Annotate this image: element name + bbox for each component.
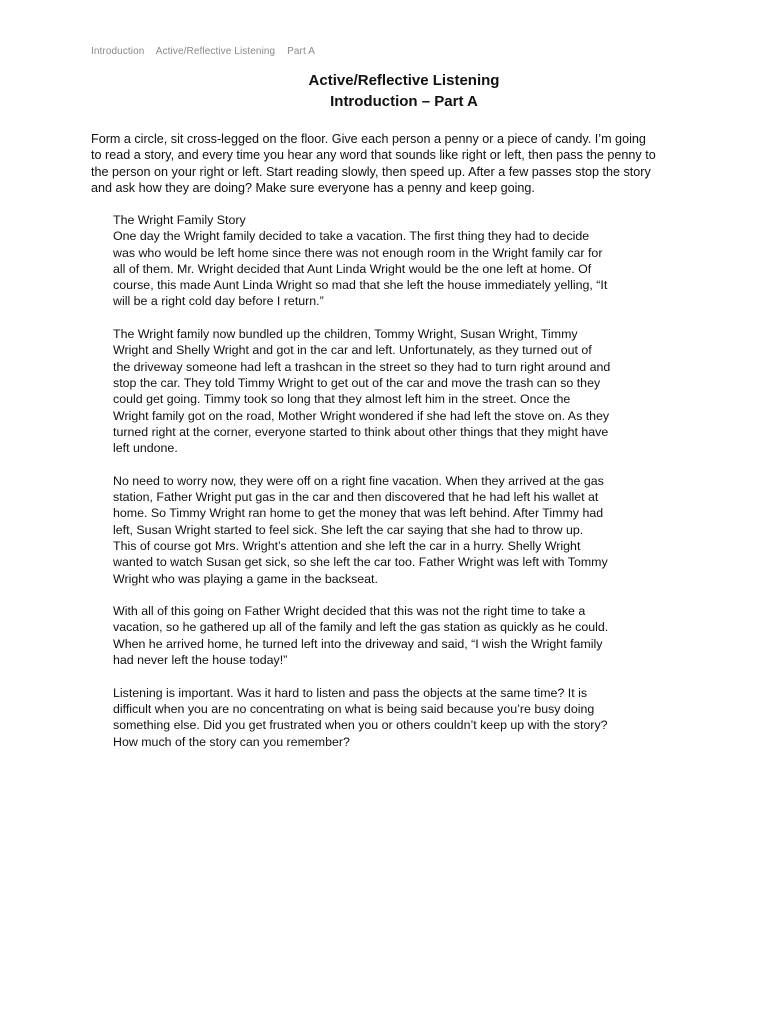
story-line: left, Susan Wright started to feel sick. She left the car saying that she had to throw up.	[113, 522, 584, 537]
header-section: Introduction	[91, 46, 145, 57]
story-line: could get going. Timmy took so long that they almost left him in the street. Once the	[113, 392, 571, 407]
story-paragraph-4	[113, 603, 673, 668]
story-line: With all of this going on Father Wright decided that this was not the right time to take a	[113, 604, 586, 619]
story-line: home. So Timmy Wright ran home to get the money that was left behind. After Timmy had	[113, 506, 604, 521]
story-line: vacation, so he gathered up all of the family and left the gas station as quickly as he could.	[113, 620, 609, 635]
running-header	[91, 46, 324, 57]
story-line: difficult when you are no concentrating on what is being said because you’re busy doing	[113, 701, 595, 716]
header-topic: Active/Reflective Listening	[155, 46, 276, 57]
story-line: The Wright family now bundled up the children, Tommy Wright, Susan Wright, Timmy	[113, 327, 578, 342]
story-line: had never left the house today!”	[113, 653, 288, 668]
story-line: One day the Wright family decided to take a vacation. The first thing they had to decide	[113, 229, 590, 244]
story-line: Wright who was playing a game in the backseat.	[113, 571, 378, 586]
story-line: something else. Did you get frustrated when you or others couldn’t keep up with the story?	[113, 718, 608, 733]
intro-line: to read a story, and every time you hear any word that sounds like right or left, then pass the penny to	[91, 148, 656, 163]
story-line: No need to worry now, they were off on a right fine vacation. When they arrived at the gas	[113, 473, 604, 488]
story-line: course, this made Aunt Linda Wright so mad that she left the house immediately yelling, “It	[113, 278, 608, 293]
intro-line: Form a circle, sit cross-legged on the floor. Give each person a penny or a piece of candy. I’m going	[91, 132, 646, 146]
story-title: The Wright Family Story	[113, 213, 246, 227]
story-section	[113, 212, 673, 766]
story-paragraph-2	[113, 326, 673, 456]
title-line-1: Active/Reflective Listening	[308, 72, 500, 89]
story-line: station, Father Wright put gas in the car and then discovered that he had left his wallet at	[113, 490, 599, 505]
story-line: the driveway someone had left a trashcan in the street so they had to turn right around and	[113, 359, 611, 374]
intro-line: the person on your right or left. Start reading slowly, then speed up. After a few passes stop the story	[91, 164, 651, 179]
story-line: Listening is important. Was it hard to listen and pass the objects at the same time? It is	[113, 685, 588, 700]
story-line: stop the car. They told Timmy Wright to get out of the car and move the trash can so they	[113, 375, 601, 390]
story-line: How much of the story can you remember?	[113, 734, 350, 749]
story-line: wanted to watch Susan get sick, so she left the car too. Father Wright was left with Tommy	[113, 555, 608, 570]
story-line: This of course got Mrs. Wright’s attention and she left the car in a hurry. Shelly Wright	[113, 538, 581, 553]
intro-paragraph	[91, 131, 711, 196]
story-line: all of them. Mr. Wright decided that Aunt Linda Wright would be the one left at home. Of	[113, 261, 592, 276]
intro-line: and ask how they are doing? Make sure everyone has a penny and keep going.	[91, 180, 535, 195]
header-part: Part A	[287, 46, 315, 57]
story-line: left undone.	[113, 441, 178, 456]
story-line: When he arrived home, he turned left into the driveway and said, “I wish the Wright family	[113, 636, 603, 651]
story-paragraph-3	[113, 473, 673, 587]
story-line: will be a right cold day before I return.”	[113, 294, 324, 309]
story-paragraph-1	[113, 228, 673, 309]
page-title	[0, 70, 768, 112]
story-line: Wright and Shelly Wright and got in the car and left. Unfortunately, as they turned out of	[113, 343, 592, 358]
story-line: was who would be left home since there was not enough room in the Wright family car for	[113, 245, 603, 260]
story-paragraph-5	[113, 685, 673, 750]
title-line-2: Introduction – Part A	[330, 93, 478, 110]
story-line: turned right at the corner, everyone started to think about other things that they might have	[113, 424, 609, 439]
story-line: Wright family got on the road, Mother Wright wondered if she had left the stove on. As they	[113, 408, 610, 423]
